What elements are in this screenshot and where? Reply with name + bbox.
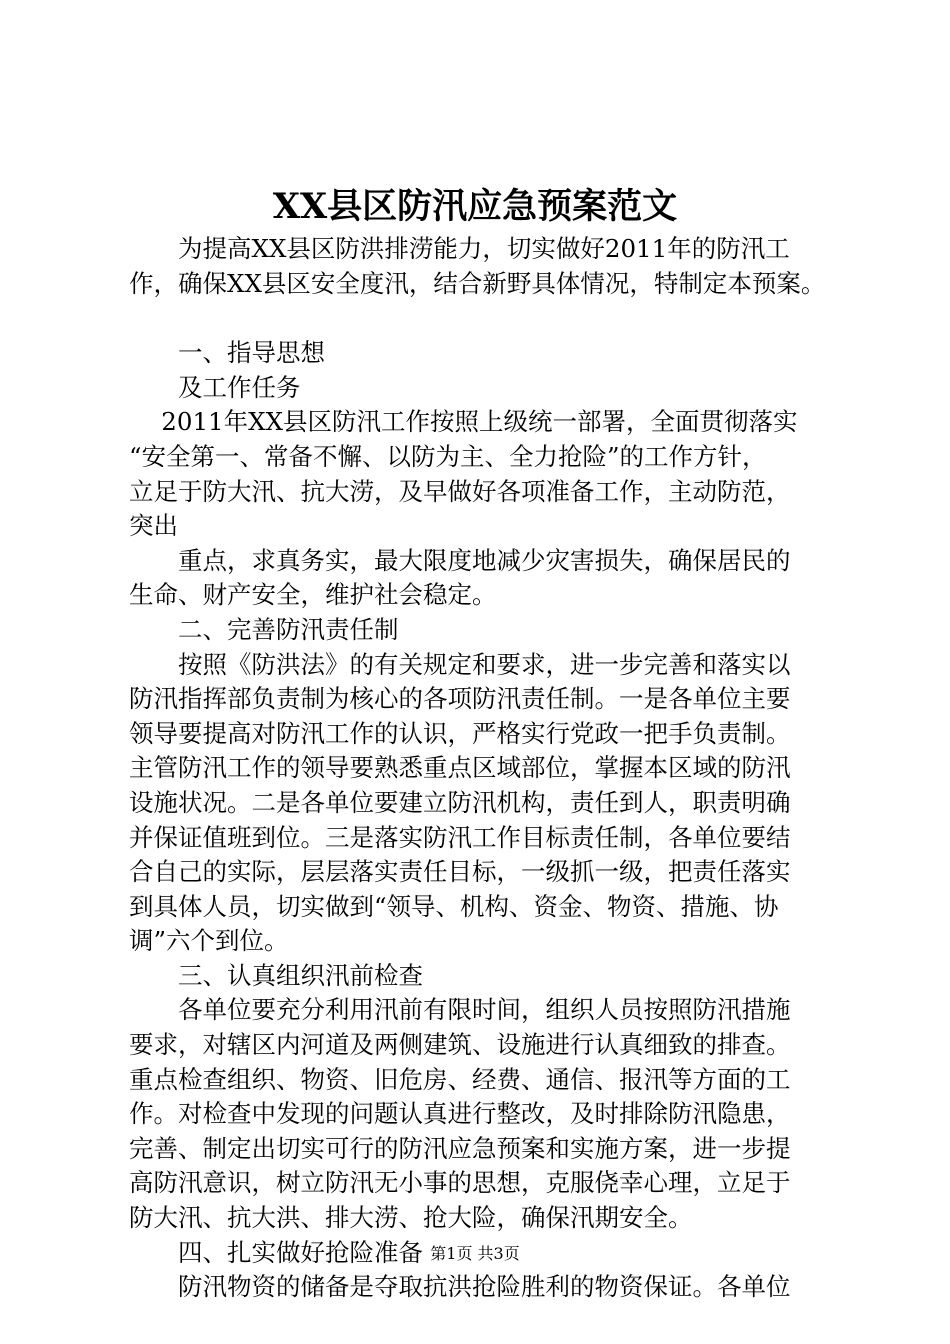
text-line: 到具体人员，切实做到“领导、机构、资金、物资、措施、协 <box>129 891 779 921</box>
text-line: 作。对检查中发现的问题认真进行整改，及时排除防汛隐患， <box>129 1099 791 1129</box>
text-line: 主管防汛工作的领导要熟悉重点区域部位，掌握本区域的防汛 <box>129 753 791 783</box>
text-line: 防大汛、抗大洪、排大涝、抢大险，确保汛期安全。 <box>129 1203 693 1233</box>
text-line: 生命、财产安全，维护社会稳定。 <box>129 580 497 610</box>
text-line: 突出 <box>129 511 178 541</box>
text-line: 调”六个到位。 <box>129 926 289 956</box>
blank-line <box>129 301 835 336</box>
text-line: 领导要提高对防汛工作的认识，严格实行党政一把手负责制。 <box>129 718 791 748</box>
text-line: 及工作任务 <box>129 372 301 402</box>
text-line: 按照《防洪法》的有关规定和要求，进一步完善和落实以 <box>129 649 791 679</box>
text-line: 防汛物资的储备是夺取抗洪抢险胜利的物资保证。各单位 <box>129 1272 791 1302</box>
text-line: 2011年XX县区防汛工作按照上级统一部署，全面贯彻落实 <box>129 407 798 437</box>
text-line: 完善、制定出切实可行的防汛应急预案和实施方案，进一步提 <box>129 1133 791 1163</box>
text-line: 四、扎实做好抢险准备 <box>129 1237 423 1267</box>
text-line: 合自己的实际，层层落实责任目标，一级抓一级，把责任落实 <box>129 857 791 887</box>
page-footer: 第1页 共3页 <box>430 1244 520 1263</box>
document-title: XX县区防汛应急预案范文 <box>272 186 678 227</box>
text-line: 各单位要充分利用汛前有限时间，组织人员按照防汛措施 <box>129 995 791 1025</box>
text-line: 设施状况。二是各单位要建立防汛机构，责任到人，职责明确 <box>129 787 791 817</box>
text-line: 并保证值班到位。三是落实防汛工作目标责任制，各单位要结 <box>129 822 791 852</box>
text-line: 要求，对辖区内河道及两侧建筑、设施进行认真细致的排查。 <box>129 1030 791 1060</box>
document-body <box>129 232 835 1305</box>
text-line: 为提高XX县区防洪排涝能力，切实做好2011年的防汛工 <box>129 234 790 263</box>
text-line: 重点，求真务实，最大限度地减少灾害损失，确保居民的 <box>129 545 791 575</box>
text-line: 作，确保XX县区安全度汛，结合新野具体情况，特制定本预案。 <box>129 268 826 298</box>
text-line: 二、完善防汛责任制 <box>129 614 399 644</box>
text-line: 一、指导思想 <box>129 338 325 368</box>
text-line: 防汛指挥部负责制为核心的各项防汛责任制。一是各单位主要 <box>129 684 791 714</box>
text-line: 立足于防大汛、抗大涝，及早做好各项准备工作，主动防范， <box>129 476 791 506</box>
text-line: 重点检查组织、物资、旧危房、经费、通信、报汛等方面的工 <box>129 1064 791 1094</box>
text-line: “安全第一、常备不懈、以防为主、全力抢险”的工作方针， <box>129 441 767 471</box>
text-line: 高防汛意识，树立防汛无小事的思想，克服侥幸心理，立足于 <box>129 1168 791 1198</box>
text-line: 三、认真组织汛前检查 <box>129 960 423 990</box>
